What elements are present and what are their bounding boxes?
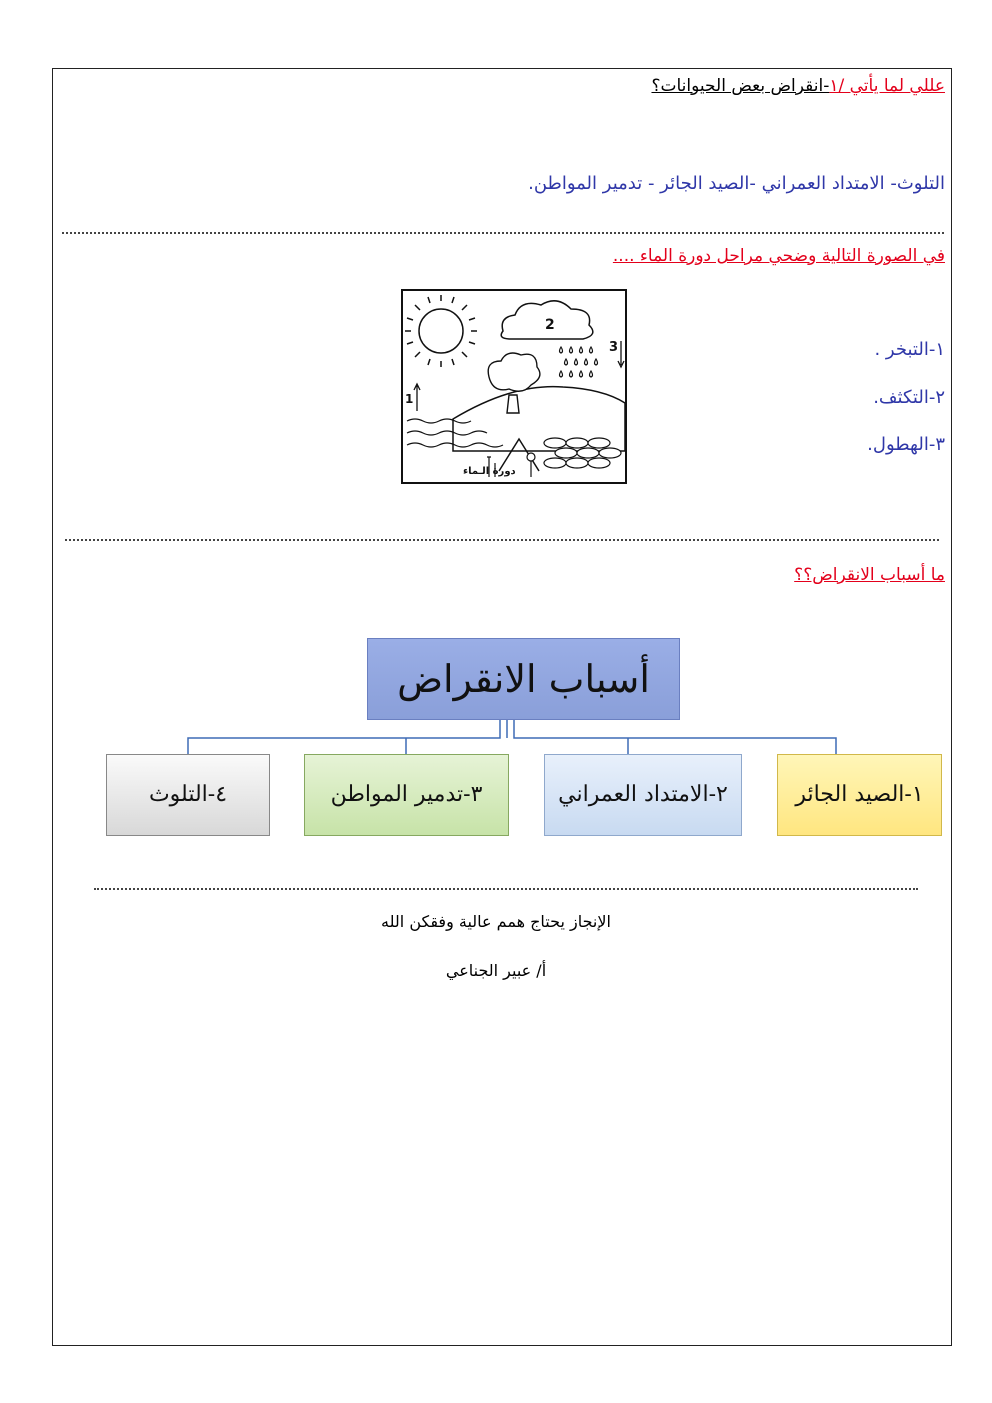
dotted-divider-3 <box>94 888 918 890</box>
stage-evaporation: ١-التبخر . <box>874 339 945 360</box>
stage-number-2: 2 <box>545 317 555 333</box>
question-2-label: في الصورة التالية وضحي مراحل دورة الماء .... <box>612 246 945 266</box>
stage-number-1: 1 <box>405 392 414 406</box>
teacher-name: أ/ عبير الجناعي <box>445 961 547 980</box>
question-1-label: عللي لما يأتي /١ <box>829 76 945 96</box>
question-1-answer: التلوث- الامتداد العمراني -الصيد الجائر - تدمير المواطن. <box>528 173 945 194</box>
diagram-title-box: أسباب الانقراض <box>367 638 680 720</box>
cause-pollution: ٤-التلوث <box>106 754 270 836</box>
stage-number-3: 3 <box>609 340 619 355</box>
cause-habitat-destruction: ٣-تدمير المواطن <box>304 754 509 836</box>
cause-urban-expansion: ٢-الامتداد العمراني <box>544 754 742 836</box>
water-cycle-caption: دورة الـماء <box>463 466 516 477</box>
stage-condensation: ٢-التكثف. <box>873 387 945 408</box>
stage-precipitation: ٣-الهطول. <box>867 434 945 455</box>
question-3-label: ما أسباب الانقراض؟؟ <box>794 565 945 585</box>
question-1-text: -انقراض بعض الحيوانات؟ <box>651 76 830 96</box>
cause-overhunting: ١-الصيد الجائر <box>777 754 942 836</box>
footer-motto: الإنجاز يحتاج همم عالية وفقكن الله <box>381 912 611 931</box>
